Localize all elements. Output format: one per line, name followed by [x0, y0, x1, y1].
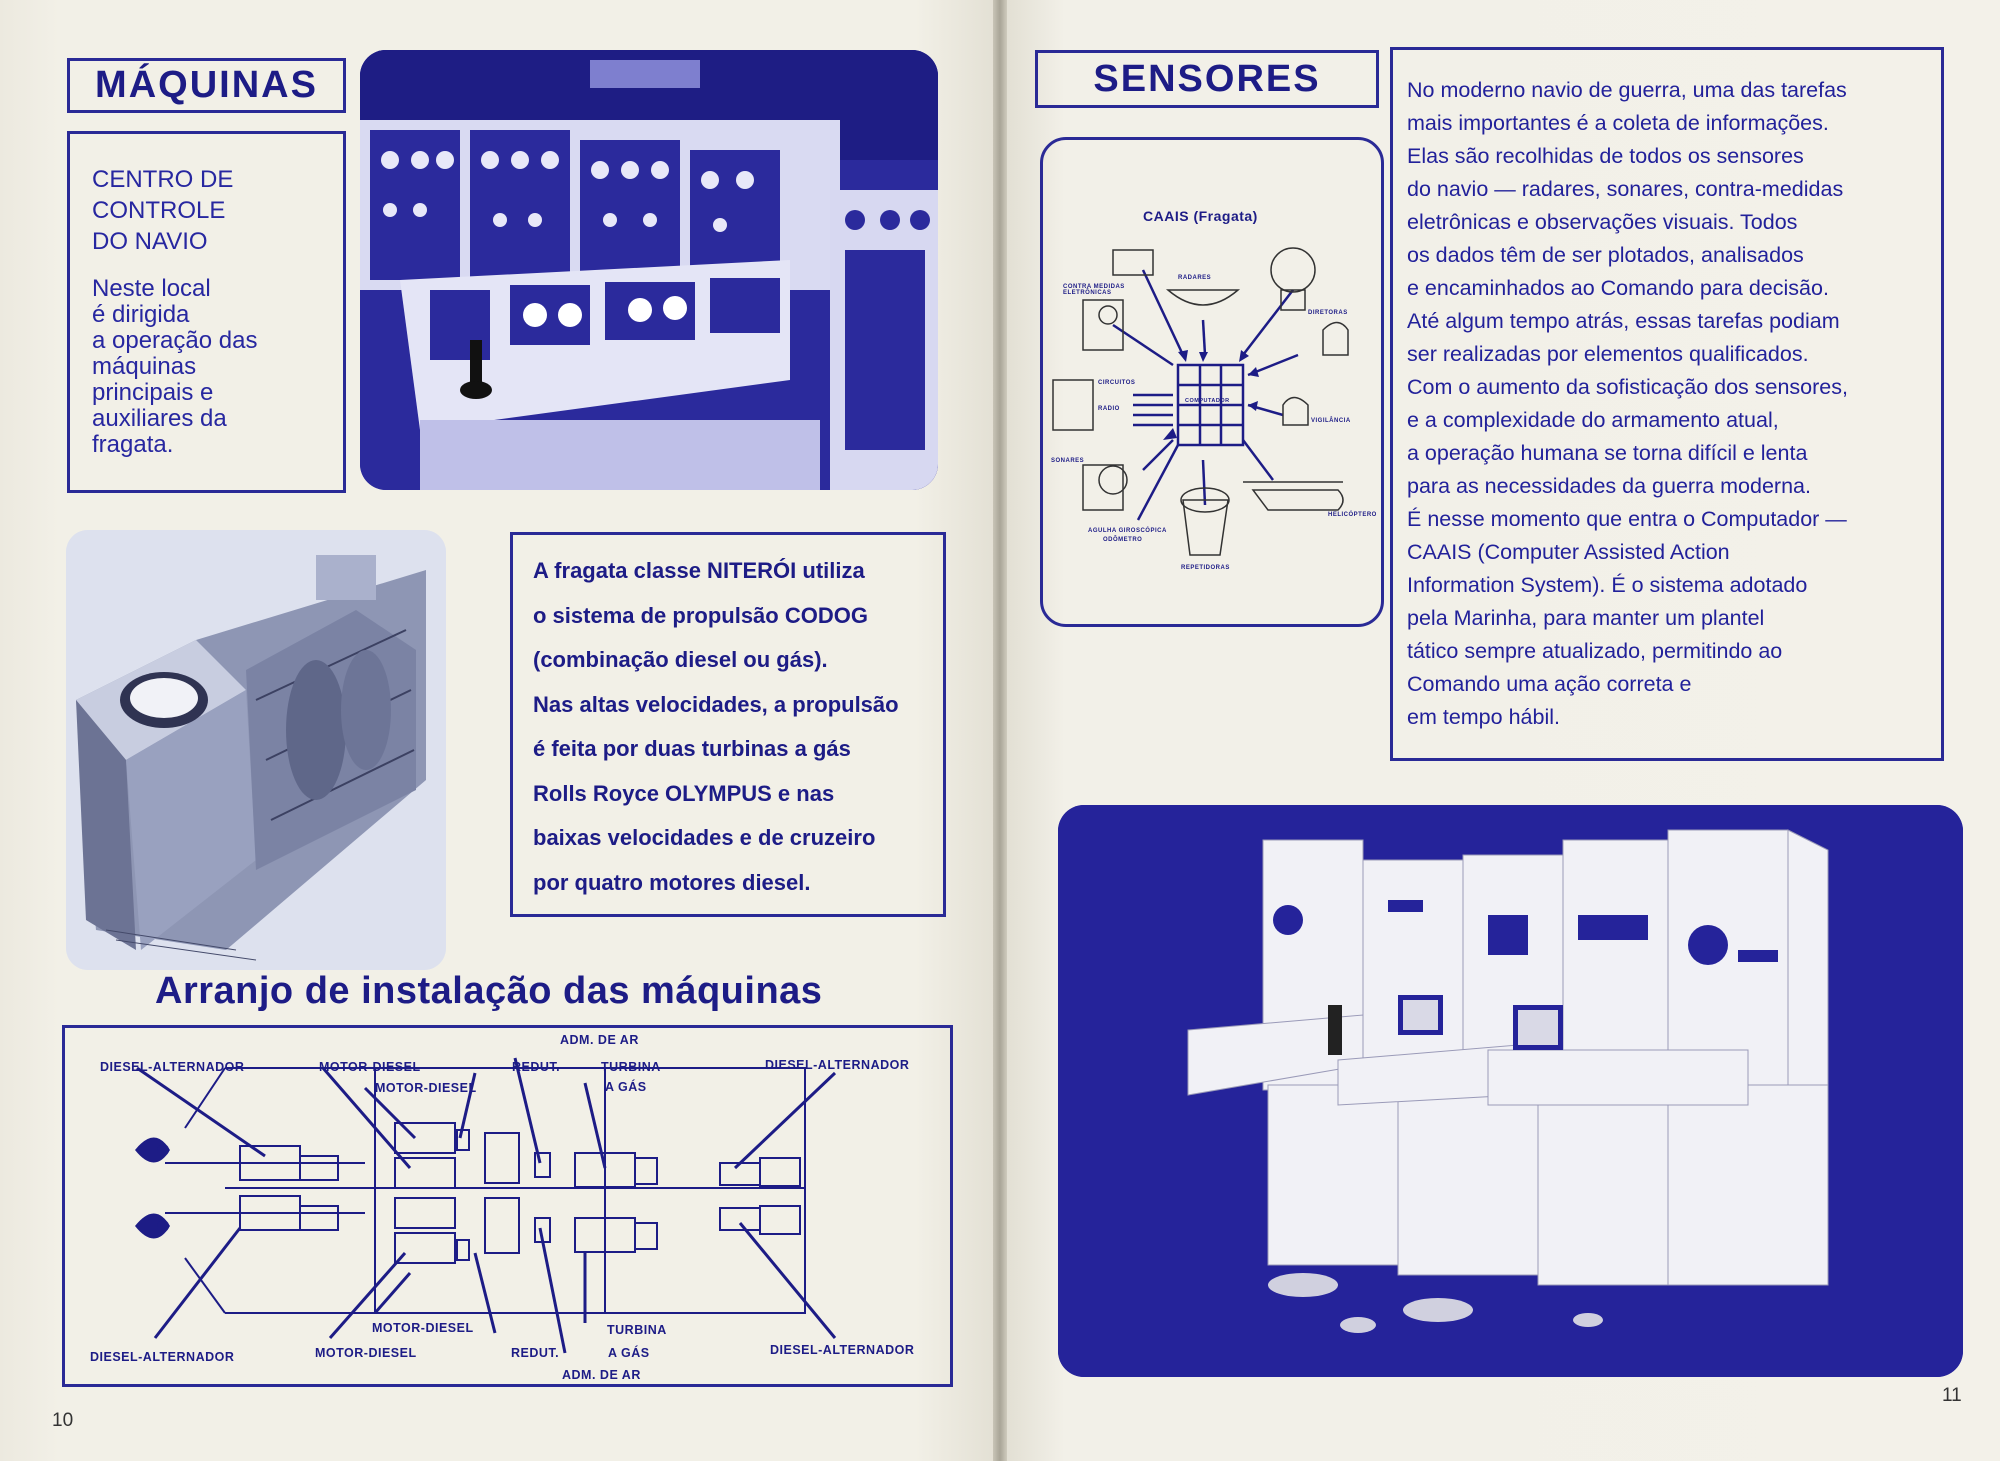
text-line: A fragata classe NITERÓI utiliza — [533, 558, 865, 583]
label-diesel-alternator-bl: DIESEL-ALTERNADOR — [90, 1350, 235, 1364]
text-line: fragata. — [92, 431, 174, 458]
text-line: Neste local — [92, 275, 211, 302]
caais-label-agulha: AGULHA GIROSCÓPICA — [1088, 528, 1167, 534]
label-motor-diesel-t2: MOTOR-DIESEL — [375, 1081, 477, 1095]
sensors-text — [1407, 74, 1848, 734]
heading-maquinas: MÁQUINAS — [67, 58, 346, 113]
control-center-body — [92, 276, 257, 458]
text-line: a operação das — [92, 327, 258, 354]
label-redut-top: REDUT. — [512, 1060, 561, 1074]
caais-label-sonares: SONARES — [1051, 458, 1085, 464]
text-line: por quatro motores diesel. — [533, 869, 811, 895]
control-room-illustration — [360, 50, 938, 490]
text-line: Information System). É o sistema adotado — [1407, 573, 1808, 597]
caais-title: CAAIS (Fragata) — [1143, 208, 1258, 224]
text-line: DO NAVIO — [92, 228, 208, 255]
text-line: Elas são recolhidas de todos os sensores — [1407, 144, 1804, 168]
text-line: os dados têm de ser plotados, analisados — [1407, 243, 1804, 267]
text-line: ser realizadas por elementos qualificados. — [1407, 342, 1809, 366]
text-line: CAAIS (Computer Assisted Action — [1407, 540, 1730, 564]
caais-label-diretoras: DIRETORAS — [1308, 310, 1348, 316]
control-center-title — [92, 164, 233, 257]
text-line: auxiliares da — [92, 405, 227, 432]
text-line: Comando uma ação correta e — [1407, 672, 1692, 696]
text-line: e a complexidade do armamento atual, — [1407, 408, 1779, 432]
text-line: Até algum tempo atrás, essas tarefas podiam — [1407, 309, 1840, 333]
label-motor-diesel-b2: MOTOR-DIESEL — [315, 1346, 417, 1360]
label-diesel-alternator-tr: DIESEL-ALTERNADOR — [765, 1058, 910, 1072]
text-line: é feita por duas turbinas a gás — [533, 736, 851, 761]
propulsion-text-box — [510, 532, 946, 917]
text-line: Com o aumento da sofisticação dos sensores, — [1407, 375, 1848, 399]
text-line: do navio — radares, sonares, contra-medidas — [1407, 177, 1844, 201]
text-line: máquinas — [92, 353, 197, 380]
caais-diagram-box — [1040, 137, 1384, 627]
caais-label-computador: COMPUTADOR — [1185, 398, 1230, 404]
label-redut-bottom: REDUT. — [511, 1346, 560, 1360]
book-gutter — [993, 0, 1007, 1461]
text-line: baixas velocidades e de cruzeiro — [533, 825, 876, 850]
label-motor-diesel-t1: MOTOR-DIESEL — [319, 1060, 421, 1074]
caais-label-radares: RADARES — [1178, 275, 1212, 281]
caais-label-radio: RADIO — [1098, 406, 1120, 412]
gas-turbine-illustration — [66, 530, 446, 970]
label-motor-diesel-b1: MOTOR-DIESEL — [372, 1321, 474, 1335]
control-center-box — [67, 131, 346, 493]
text-line: e encaminhados ao Comando para decisão. — [1407, 276, 1829, 300]
caais-label-repetidoras: REPETIDORAS — [1181, 565, 1230, 571]
caais-label-contra-medidas: CONTRA MEDIDAS ELETRÔNICAS — [1063, 284, 1125, 296]
text-line: tático sempre atualizado, permitindo ao — [1407, 639, 1783, 663]
label-a-gas-bottom: A GÁS — [608, 1346, 650, 1360]
text-line: CENTRO DE — [92, 166, 234, 193]
text-line: (combinação diesel ou gás). — [533, 647, 828, 672]
text-line: CONTROLE — [92, 197, 226, 224]
control-room-photo — [360, 50, 938, 490]
sensors-text-box — [1390, 47, 1944, 761]
caais-label-circuitos: CIRCUITOS — [1098, 380, 1136, 386]
label-adm-ar-bottom: ADM. DE AR — [562, 1368, 641, 1382]
label-diesel-alternator-tl: DIESEL-ALTERNADOR — [100, 1060, 245, 1074]
arrangement-title: Arranjo de instalação das máquinas — [155, 970, 823, 1012]
text-line: a operação humana se torna difícil e lenta — [1407, 441, 1808, 465]
page-number-left: 10 — [52, 1410, 74, 1431]
caais-label-vigilancia: VIGILÂNCIA — [1311, 418, 1351, 424]
caais-label-odometro: ODÔMETRO — [1103, 537, 1143, 543]
label-adm-ar-top: ADM. DE AR — [560, 1033, 639, 1047]
label-diesel-alternator-br: DIESEL-ALTERNADOR — [770, 1343, 915, 1357]
text-line: o sistema de propulsão CODOG — [533, 602, 868, 628]
text-line: pela Marinha, para manter um plantel — [1407, 606, 1765, 630]
text-line: para as necessidades da guerra moderna. — [1407, 474, 1811, 498]
text-line: é dirigida — [92, 301, 190, 328]
heading-sensores: SENSORES — [1035, 50, 1379, 108]
text-line: eletrônicas e observações visuais. Todos — [1407, 210, 1798, 234]
label-turbina-top: TURBINA — [601, 1060, 661, 1074]
arrangement-diagram — [62, 1025, 953, 1387]
machinery-layout-drawing — [65, 1028, 950, 1384]
console-illustration — [1058, 805, 1963, 1377]
text-line: Rolls Royce OLYMPUS e nas — [533, 780, 835, 806]
propulsion-text — [533, 549, 899, 905]
text-line: É nesse momento que entra o Computador — — [1407, 507, 1847, 531]
text-line: principais e — [92, 379, 214, 406]
caais-label-helicoptero: HELICÓPTERO — [1328, 512, 1377, 518]
page-number-right: 11 — [1942, 1385, 1962, 1406]
label-a-gas-top: A GÁS — [605, 1080, 647, 1094]
label-turbina-bottom: TURBINA — [607, 1323, 667, 1337]
text-line: mais importantes é a coleta de informações. — [1407, 111, 1829, 135]
text-line: Nas altas velocidades, a propulsão — [533, 691, 899, 717]
text-line: em tempo hábil. — [1407, 705, 1560, 729]
text-line: No moderno navio de guerra, uma das tarefas — [1407, 78, 1847, 102]
caais-console-photo — [1058, 805, 1963, 1377]
gas-turbine-photo — [66, 530, 446, 970]
